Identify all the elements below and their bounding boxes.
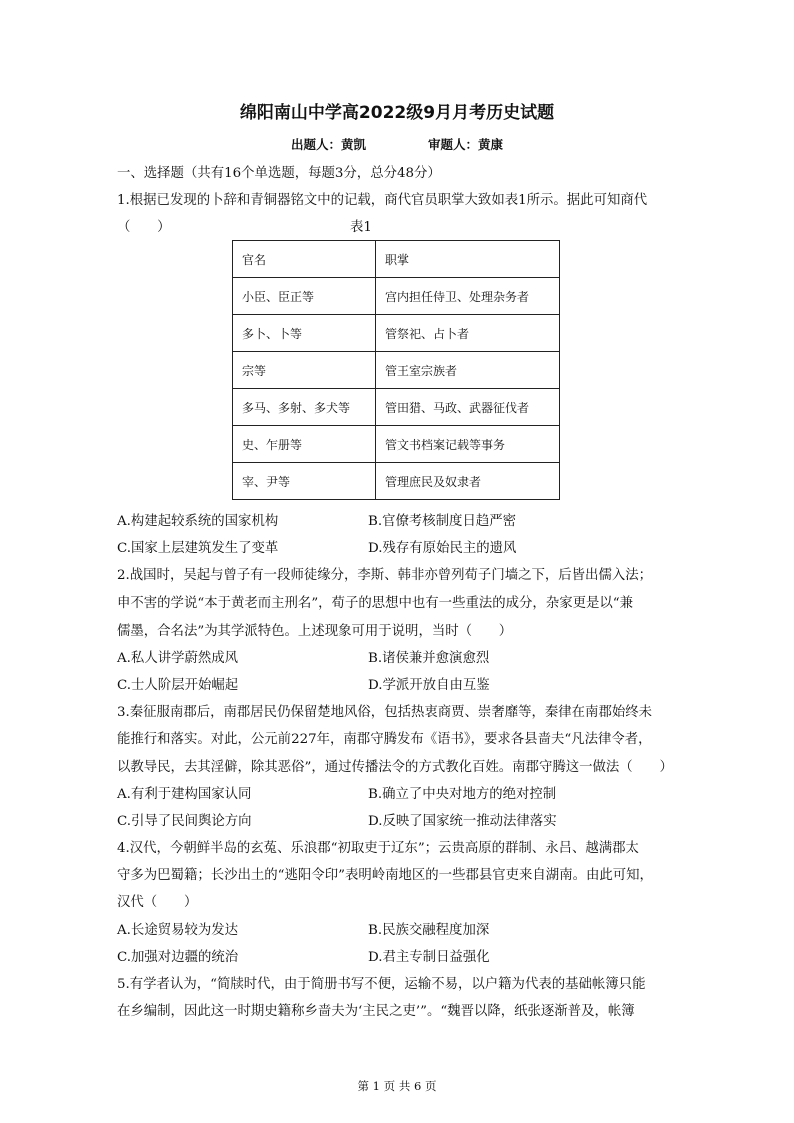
table-cell: 宗等 (233, 352, 376, 389)
table-cell: 宰、尹等 (233, 463, 376, 500)
q3-option-a: A.有利于建构国家认同 (117, 787, 252, 802)
q2-option-a: A.私人讲学蔚然成风 (117, 651, 239, 666)
q2-option-d: D.学派开放自由互鉴 (368, 678, 490, 693)
q1-option-c: C.国家上层建筑发生了变革 (117, 541, 279, 556)
page-footer: 第 1 页 共 6 页 (357, 1079, 437, 1093)
table-cell: 史、乍册等 (233, 426, 376, 463)
table-row (233, 352, 560, 389)
q3-stem-line-1: 3.秦征服南郡后，南郡居民仍保留楚地风俗，包括热衷商贾、崇奢靡等，秦律在南郡始终未 (117, 705, 653, 720)
q1-answer-bracket: （ ） (117, 220, 171, 235)
q1-table-label: 表1 (350, 220, 372, 235)
q3-option-b: B.确立了中央对地方的绝对控制 (368, 787, 557, 802)
q5-stem-line-1: 5.有学者认为，“简牍时代，由于简册书写不便，运输不易，以户籍为代表的基础帐簿只能 (117, 977, 646, 992)
table-cell: 小臣、臣正等 (233, 278, 376, 315)
q5-stem-line-2: 在乡编制，因此这一时期史籍称乡啬夫为‘主民之吏’”。“魏晋以降，纸张逐渐普及，帐簿 (117, 1004, 635, 1019)
q3-option-c: C.引导了民间舆论方向 (117, 814, 252, 829)
q4-stem-line-1: 4.汉代，今朝鲜半岛的玄菟、乐浪郡“初取吏于辽东”；云贵高原的群制、永吕、越满郡太 (117, 841, 639, 856)
table-cell: 多卜、卜等 (233, 315, 376, 352)
q1-table (232, 240, 560, 500)
q4-stem-line-3: 汉代（ ） (117, 895, 198, 910)
q1-stem-line-1: 1.根据已发现的卜辞和青铜器铭文中的记载，商代官员职掌大致如表1所示。据此可知商代 (117, 193, 648, 208)
q3-stem-line-2: 能推行和落实。对此，公元前227年，南郡守腾发布《语书》，要求各县啬夫“凡法律令者， (117, 732, 652, 747)
table-row (233, 389, 560, 426)
question-setter: 出题人：黄凯 (290, 137, 366, 152)
q2-stem-line-1: 2.战国时，吴起与曾子有一段师徒缘分，李斯、韩非亦曾列荀子门墙之下，后皆出儒入法； (117, 568, 653, 583)
table-cell: 管祭祀、占卜者 (376, 315, 560, 352)
q1-option-b: B.官僚考核制度日趋严密 (368, 514, 517, 529)
q4-option-d: D.君主专制日益强化 (368, 950, 490, 965)
table-cell: 管王室宗族者 (376, 352, 560, 389)
table-row (233, 315, 560, 352)
q2-option-b: B.诸侯兼并愈演愈烈 (368, 651, 490, 666)
section-heading: 一、选择题（共有16个单选题，每题3分，总分48分） (117, 166, 441, 181)
q2-stem-line-3: 儒墨，合名法”为其学派特色。上述现象可用于说明，当时（ ） (117, 624, 513, 639)
q1-option-d: D.残存有原始民主的遗风 (368, 541, 517, 556)
table-header-row (233, 241, 560, 278)
table-cell: 管理庶民及奴隶者 (376, 463, 560, 500)
q1-option-a: A.构建起较系统的国家机构 (117, 514, 279, 529)
q4-stem-line-2: 守多为巴蜀籍；长沙出土的“逃阳令印”表明岭南地区的一些郡县官吏来自湖南。由此可知， (117, 868, 653, 883)
q4-option-c: C.加强对边疆的统治 (117, 950, 239, 965)
q3-option-d: D.反映了国家统一推动法律落实 (368, 814, 557, 829)
q4-option-b: B.民族交融程度加深 (368, 923, 490, 938)
q4-option-a: A.长途贸易较为发达 (117, 923, 239, 938)
q3-stem-line-3: 以教导民，去其淫僻，除其恶俗”，通过传播法令的方式教化百姓。南郡守腾这一做法（ ） (117, 760, 673, 775)
q2-stem-line-2: 申不害的学说“本于黄老而主刑名”，荀子的思想中也有一些重法的成分，杂家更是以“兼 (117, 596, 633, 611)
table-header-cell: 官名 (233, 241, 376, 278)
exam-title: 绵阳南山中学高2022级9月月考历史试题 (239, 103, 555, 123)
table-row (233, 278, 560, 315)
table-row (233, 426, 560, 463)
table-cell: 管文书档案记载等事务 (376, 426, 560, 463)
question-reviewer: 审题人：黄康 (428, 137, 504, 152)
author-line (0, 135, 794, 153)
table-header-cell: 职掌 (376, 241, 560, 278)
table-cell: 多马、多射、多犬等 (233, 389, 376, 426)
table-cell: 管田猎、马政、武器征伐者 (376, 389, 560, 426)
table-cell: 宫内担任侍卫、处理杂务者 (376, 278, 560, 315)
q2-option-c: C.士人阶层开始崛起 (117, 678, 239, 693)
table-row (233, 463, 560, 500)
